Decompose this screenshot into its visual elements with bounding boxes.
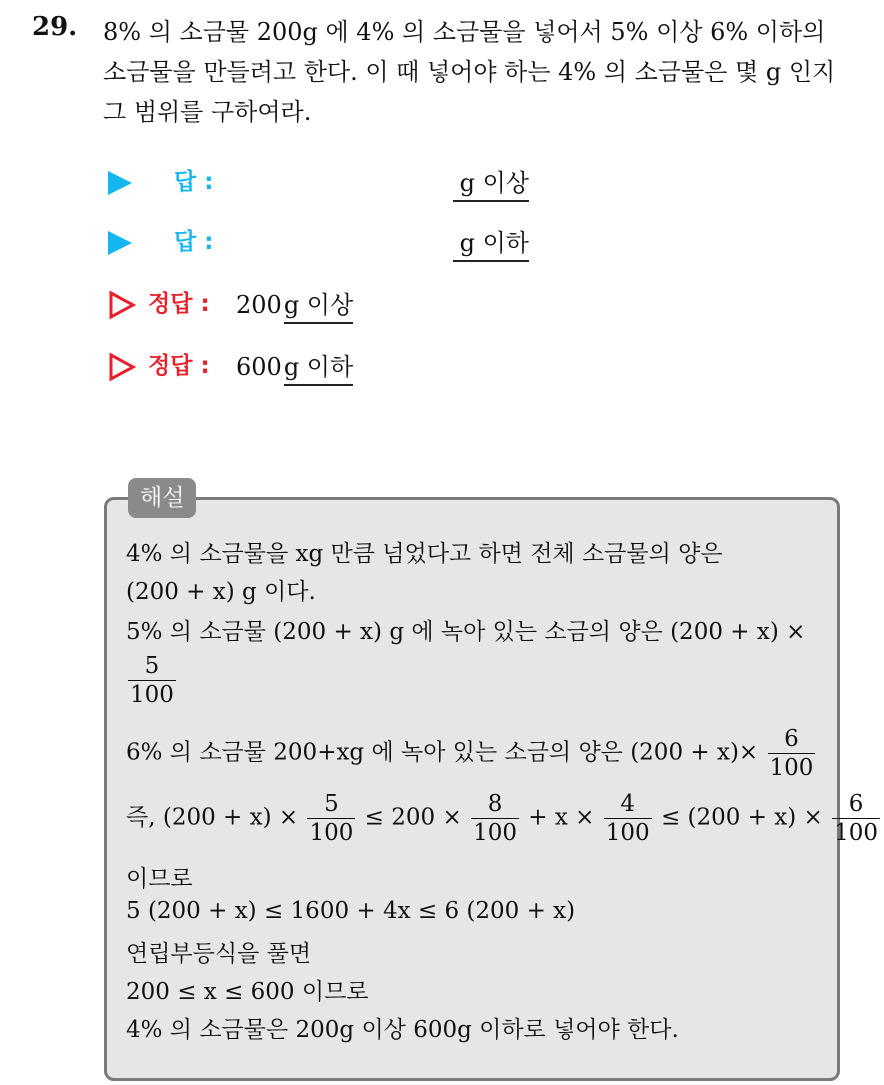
question-line-2: 소금물을 만들려고 한다. 이 때 넣어야 하는 4% 의 소금물은 몇 g 인지 xyxy=(103,58,836,86)
fraction: $\frac{6}{100}$ xyxy=(769,726,814,781)
question-text xyxy=(103,12,873,132)
correct-row-2 xyxy=(108,347,408,387)
outline-triangle-icon xyxy=(108,352,136,382)
fraction: $\frac{5}{100}$ xyxy=(130,653,174,708)
answer-label: 답 : xyxy=(174,229,214,255)
solution-line-11: 4% 의 소금물은 200g 이상 600g 이하로 넣어야 한다. xyxy=(126,1017,679,1043)
correct-value: 600g 이하 xyxy=(236,347,353,386)
solution-tag: 해설 xyxy=(128,478,196,518)
solution-line-5: 6% 의 소금물 200+xg 에 녹아 있는 소금의 양은 (200 + x)× $\frac{6}{100}$ xyxy=(126,726,814,781)
filled-triangle-icon xyxy=(108,171,132,195)
solution-line-10: 200 ≤ x ≤ 600 이므로 xyxy=(126,979,369,1005)
solution-line-9: 연립부등식을 풀면 xyxy=(126,941,312,967)
fraction: $\frac{4}{100}$ xyxy=(605,791,650,846)
question-number: 29. xyxy=(32,12,78,42)
solution-line-7: 이므로 xyxy=(126,866,193,892)
correct-value: 200g 이상 xyxy=(236,285,353,324)
answer-blank[interactable]: g 이하 xyxy=(453,223,529,262)
answer-row-1 xyxy=(108,163,548,203)
outline-triangle-icon xyxy=(108,290,136,320)
solution-fraction-line xyxy=(126,652,178,709)
answer-blank[interactable]: g 이상 xyxy=(453,163,529,202)
fraction: $\frac{6}{100}$ xyxy=(834,791,879,846)
correct-label: 정답 : xyxy=(148,291,210,317)
question-line-1: 8% 의 소금물 200g 에 4% 의 소금물을 넣어서 5% 이상 6% 이하의 xyxy=(103,18,826,46)
solution-inequality: 즉, (200 + x) × $\frac{5}{100}$ ≤ 200 × $\frac{8}{100}$ + x × $\frac{4}{100}$ ≤ (200 + x) × $\frac{6}{100}$ xyxy=(126,791,879,846)
solution-line-2: (200 + x) g 이다. xyxy=(126,579,316,605)
question-line-3: 그 범위를 구하여라. xyxy=(103,98,312,126)
fraction: $\frac{8}{100}$ xyxy=(473,791,517,846)
answer-label: 답 : xyxy=(174,169,214,195)
correct-label: 정답 : xyxy=(148,353,210,379)
solution-line-3: 5% 의 소금물 (200 + x) g 에 녹아 있는 소금의 양은 (200 + x) × xyxy=(126,619,806,645)
solution-line-8: 5 (200 + x) ≤ 1600 + 4x ≤ 6 (200 + x) xyxy=(126,898,576,924)
solution-line-1: 4% 의 소금물을 xg 만큼 넘었다고 하면 전체 소금물의 양은 xyxy=(126,541,723,567)
answer-row-2 xyxy=(108,223,548,263)
correct-row-1 xyxy=(108,285,408,325)
fraction: $\frac{5}{100}$ xyxy=(309,791,354,846)
filled-triangle-icon xyxy=(108,231,132,255)
